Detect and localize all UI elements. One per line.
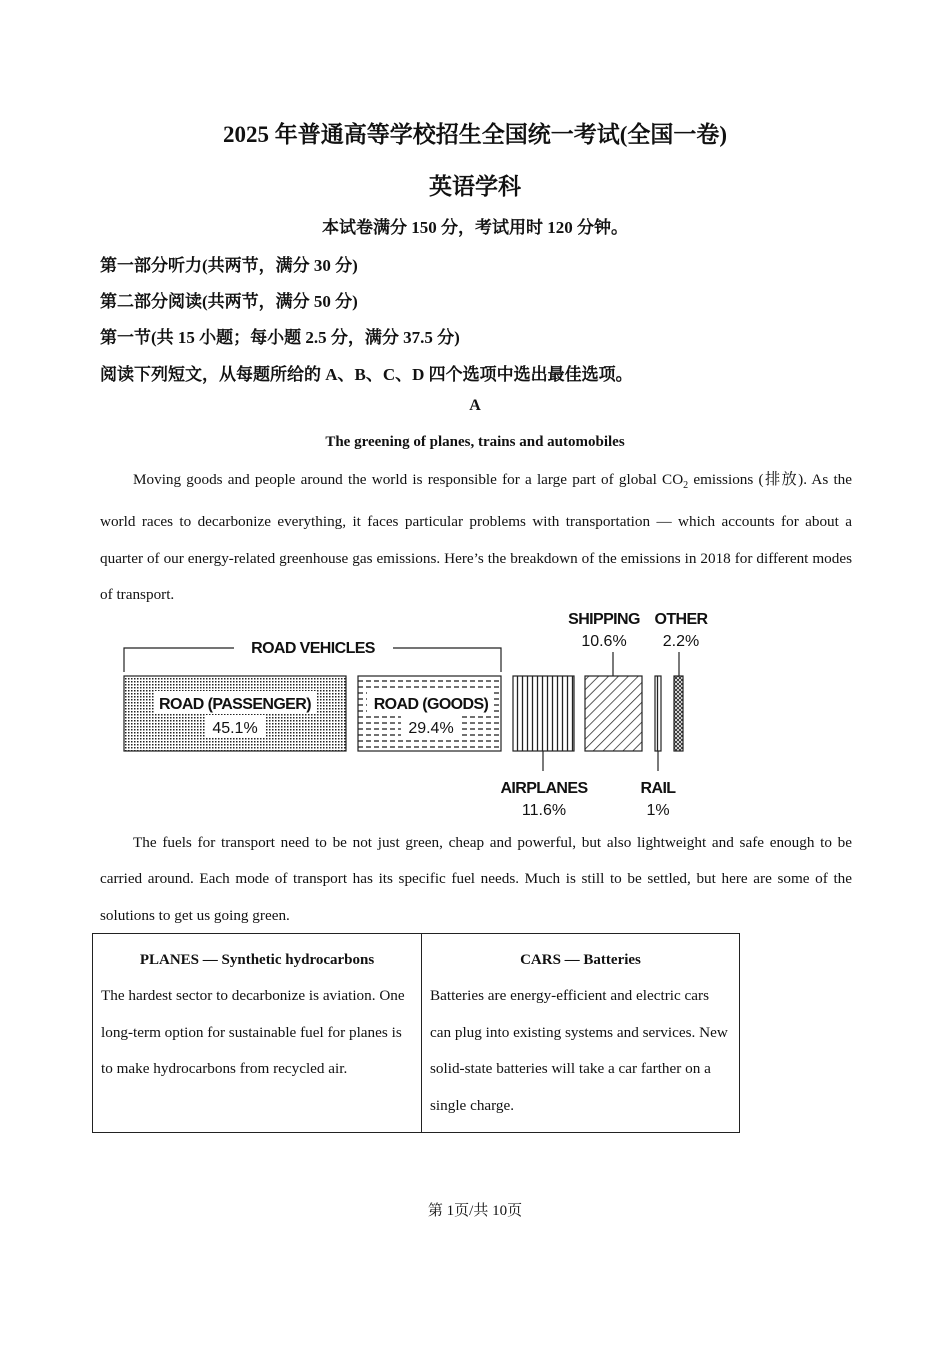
cars-text: Batteries are energy-efficient and electric cars can plug into existing systems and services. New solid-state batteries will take a car farther on a single charge. (430, 987, 728, 1114)
passage-title: The greening of planes, trains and automobiles (325, 434, 625, 450)
exam-info: 本试卷满分 150 分，考试用时 120 分钟。 (322, 218, 628, 237)
value-airplanes: 11.6% (521, 802, 567, 819)
exam-title: 2025 年普通高等学校招生全国统一考试(全国一卷) (222, 122, 728, 147)
label-airplanes: AIRPLANES (500, 780, 588, 797)
bar-other (674, 676, 683, 751)
solutions-table (92, 933, 740, 1133)
paragraph-1-text-b: emissions (排放). As the world races to decarbonize everything, it faces particular problems with transportation — which accounts for about a quarter of our energy-related greenhouse gas emissions. Here’s the breakdown of the emissions in 2018 for different modes of transport. (100, 471, 852, 604)
cars-cell (422, 934, 740, 1133)
bracket-right (393, 648, 501, 672)
planes-text: The hardest sector to decarbonize is aviation. One long-term option for sustainable fuel for planes is to make hydrocarbons from recycled air. (101, 987, 405, 1078)
instruction-text: 阅读下列短文，从每题所给的 A、B、C、D 四个选项中选出最佳选项。 (100, 365, 633, 384)
section-label: A (469, 397, 481, 414)
part1-heading: 第一部分听力(共两节，满分 30 分) (100, 256, 358, 275)
bar-road-goods (358, 676, 501, 751)
part2-heading: 第二部分阅读(共两节，满分 50 分) (100, 292, 358, 311)
section1-heading: 第一节(共 15 小题；每小题 2.5 分，满分 37.5 分) (100, 328, 460, 347)
bar-road-passenger (124, 676, 346, 751)
value-shipping: 10.6% (581, 633, 627, 650)
label-road-passenger: ROAD (PASSENGER) (159, 696, 311, 713)
planes-header: PLANES — Synthetic hydrocarbons (139, 952, 375, 968)
value-road-passenger: 45.1% (212, 720, 258, 737)
co2-subscript: 2 (683, 480, 689, 492)
paragraph-1-text-a: Moving goods and people around the world is responsible for a large part of global CO (133, 471, 684, 488)
value-other: 2.2% (662, 633, 700, 650)
bar-shipping (585, 676, 642, 751)
emissions-chart (110, 600, 730, 820)
subject-title: 英语学科 (429, 174, 521, 199)
label-road-goods: ROAD (GOODS) (373, 696, 489, 713)
road-vehicles-label: ROAD VEHICLES (251, 640, 375, 657)
label-other: OTHER (654, 611, 708, 628)
label-rail: RAIL (640, 780, 676, 797)
table-row (93, 934, 740, 1133)
page-footer: 第 1页/共 10页 (427, 1203, 523, 1219)
planes-cell (93, 934, 422, 1133)
paragraph-2: The fuels for transport need to be not just green, cheap and powerful, but also lightweight and safe enough to be carried around. Each mode of transport has its specific fuel needs. Much is still to be settled, but here are some of the solutions to get us going green. (100, 834, 852, 924)
bar-rail (655, 676, 661, 751)
bracket-left (124, 648, 234, 672)
value-rail: 1% (646, 802, 670, 819)
cars-header: CARS — Batteries (520, 952, 641, 968)
bar-airplanes (513, 676, 574, 751)
label-shipping: SHIPPING (568, 611, 640, 628)
paragraph-1 (100, 462, 852, 614)
value-road-goods: 29.4% (408, 720, 454, 737)
